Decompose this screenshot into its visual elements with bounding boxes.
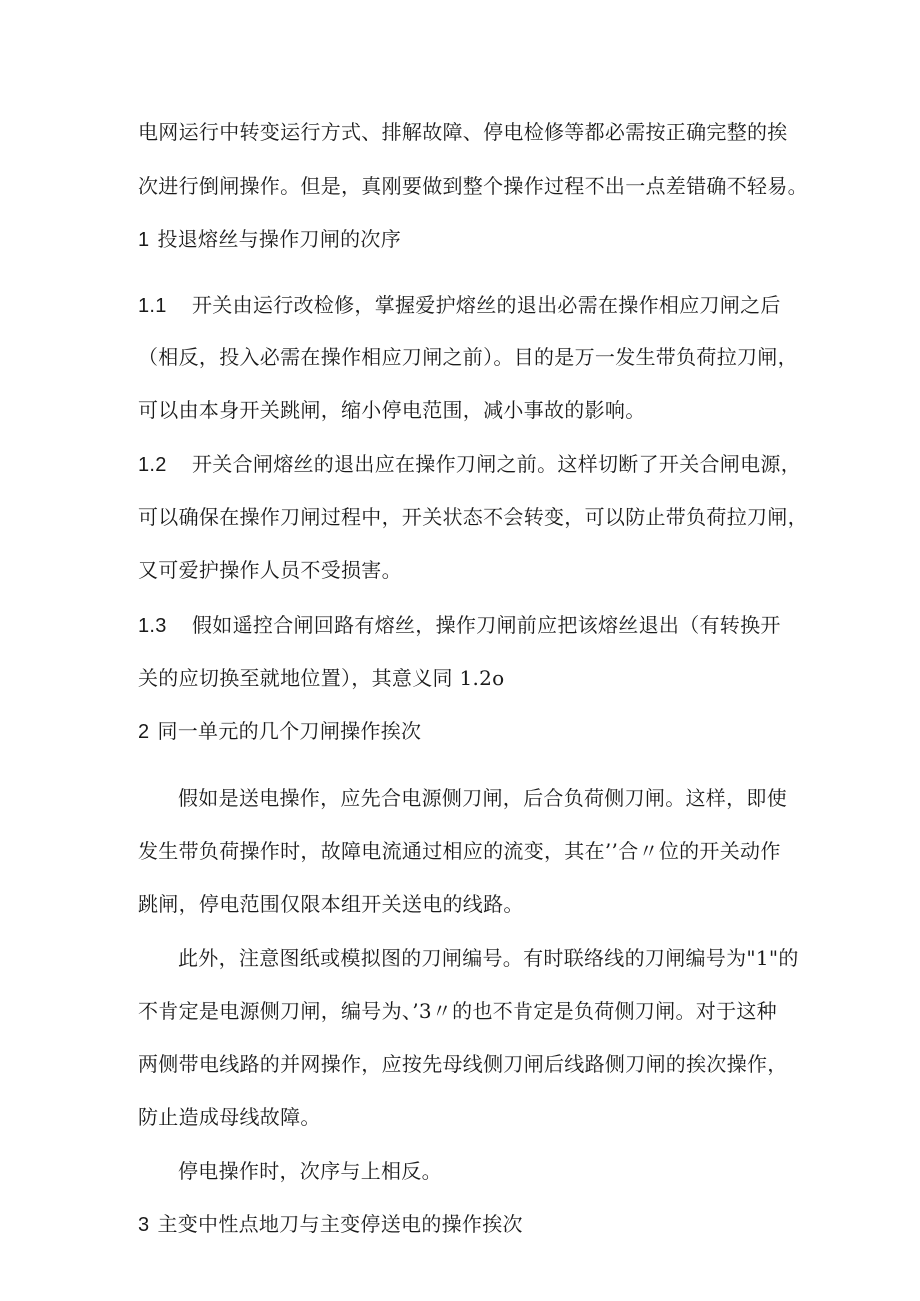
paragraph-1-3-line-2: 关的应切换至就地位置），其意义同 1.2o [138, 666, 505, 690]
paragraph-1-2-number: 1.2 [138, 454, 167, 476]
paragraph-1-2-line-2: 可以确保在操作刀闸过程中，开关状态不会转变，可以防止带负荷拉刀闸， [138, 505, 808, 529]
paragraph-1-2-line-1 [138, 450, 801, 479]
paragraph-1-2-line-3: 又可爱护操作人员不受损害。 [138, 558, 402, 582]
paragraph-1-1-line-2: （相反，投入必需在操作相应刀闸之前）。目的是万一发生带负荷拉刀闸， [138, 345, 798, 369]
intro-line-2: 次进行倒闸操作。但是，真刚要做到整个操作过程不出一点差错确不轻易。 [138, 174, 808, 198]
intro-line-1: 电网运行中转变运行方式、排解故障、停电检修等都必需按正确完整的挨 [138, 120, 788, 144]
section-2-paragraph-2-line-1: 此外，注意图纸或模拟图的刀闸编号。有时联络线的刀闸编号为"1"的 [178, 946, 799, 970]
section-2-paragraph-1-line-2: 发生带负荷操作时，故障电流通过相应的流变，其在’’合〃位的开关动作 [138, 839, 781, 863]
section-2-heading [138, 717, 421, 746]
section-3-title: 主变中性点地刀与主变停送电的操作挨次 [157, 1212, 523, 1236]
section-1-number: 1 [138, 229, 150, 251]
paragraph-1-3-text-1: 假如遥控合闸回路有熔丝，操作刀闸前应把该熔丝退出（有转换开 [192, 613, 781, 637]
paragraph-1-1-line-3: 可以由本身开关跳闸，缩小停电范围，减小事故的影响。 [138, 398, 646, 422]
section-2-paragraph-1-line-3: 跳闸，停电范围仅限本组开关送电的线路。 [138, 892, 524, 916]
section-1-heading [138, 225, 401, 254]
section-3-heading [138, 1210, 523, 1239]
section-2-paragraph-3-line-1: 停电操作时，次序与上相反。 [178, 1159, 442, 1183]
section-2-paragraph-2-line-2: 不肯定是电源侧刀闸，编号为、’3〃的也不肯定是负荷侧刀闸。对于这种 [138, 999, 777, 1023]
paragraph-1-1-number: 1.1 [138, 295, 167, 317]
section-2-number: 2 [138, 721, 150, 743]
paragraph-1-3-line-1 [138, 611, 781, 640]
section-2-paragraph-2-line-3: 两侧带电线路的并网操作，应按先母线侧刀闸后线路侧刀闸的挨次操作， [138, 1052, 788, 1076]
section-2-title: 同一单元的几个刀闸操作挨次 [157, 719, 422, 743]
paragraph-1-1-line-1 [138, 291, 781, 320]
paragraph-1-1-text-1: 开关由运行改检修，掌握爱护熔丝的退出必需在操作相应刀闸之后 [192, 293, 781, 317]
section-3-number: 3 [138, 1214, 150, 1236]
paragraph-1-3-number: 1.3 [138, 615, 167, 637]
section-1-title: 投退熔丝与操作刀闸的次序 [157, 227, 402, 251]
paragraph-1-2-text-1: 开关合闸熔丝的退出应在操作刀闸之前。这样切断了开关合闸电源， [192, 452, 801, 476]
section-2-paragraph-2-line-4: 防止造成母线故障。 [138, 1105, 321, 1129]
section-2-paragraph-1-line-1: 假如是送电操作，应先合电源侧刀闸，后合负荷侧刀闸。这样，即使 [178, 786, 787, 810]
